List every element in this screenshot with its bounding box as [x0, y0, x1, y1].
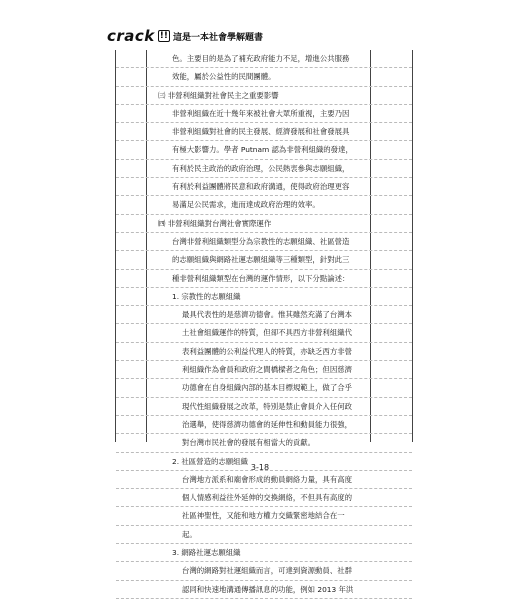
paragraph-line: 的志願組織與網路社運志願組織等三種類型，針對此三: [172, 255, 350, 265]
paragraph-line: 種非營利組織類型在台灣的運作情形，以下分點論述：: [172, 273, 350, 283]
text-line: [116, 379, 412, 397]
text-line: [116, 50, 412, 68]
text-line: [116, 160, 412, 178]
text-line: [116, 581, 412, 599]
text-line: [116, 123, 412, 141]
paragraph-line: 治選舉，使得慈濟功德會的延伸性和動員能力很強，: [182, 419, 352, 429]
paragraph-line: 台灣的網路對社運組織而言，可達到資源動員、社群: [182, 566, 352, 576]
text-line: [116, 416, 412, 434]
text-line: [116, 489, 412, 507]
text-line: [116, 87, 412, 105]
crack-logo: crack: [107, 27, 155, 45]
book-tagline: 這是一本社會學解題書: [173, 32, 264, 43]
paragraph-line: 起。: [182, 529, 197, 539]
paragraph-line: 台灣非營利組織類型分為宗教性的志願組織、社區營造: [172, 236, 350, 246]
paragraph-line: 效能，屬於公益性的民間團體。: [172, 72, 276, 82]
paragraph-line: 有極大影響力。學者 Putnam 認為非營利組織的發達，: [172, 145, 353, 155]
book-header: [107, 26, 263, 46]
text-line: [116, 434, 412, 452]
page-number: 3-18: [250, 463, 270, 472]
paragraph-line: 色。主要目的是為了補充政府能力不足，增進公共服務: [172, 54, 350, 63]
subsection-heading: 2. 社區營造的志願組織: [172, 456, 248, 466]
text-line: [116, 398, 412, 416]
paragraph-line: 現代性組織發展之改革，特別是禁止會員介入任何政: [182, 401, 352, 411]
text-line: [116, 68, 412, 86]
paragraph-line: 易滿足公民需求，進而達成政府治理的效率。: [172, 200, 320, 210]
double-exclamation-badge: !!: [159, 31, 168, 41]
paragraph-line: 表利益團體的公利益代理人的特質，亦缺乏西方非營: [182, 346, 352, 356]
text-line: [116, 233, 412, 251]
text-line: [116, 324, 412, 342]
text-line: [116, 270, 412, 288]
paragraph-line: 土社會組織運作的特質，但卻不具西方非營利組織代: [182, 328, 352, 338]
text-line: [116, 215, 412, 233]
text-line: [116, 562, 412, 580]
text-line: [116, 361, 412, 379]
text-line: [116, 306, 412, 324]
section-heading: ㈢ 非營利組織對社會民主之重要影響: [158, 90, 279, 100]
paragraph-line: 有利於民主政治的政府治理，公民熱衷參與志願組織，: [172, 163, 350, 173]
paragraph-line: 認同和快速地溝通傳播訊息的功能，例如 2013 年洪: [182, 584, 354, 594]
text-line: [116, 105, 412, 123]
section-heading: ㈣ 非營利組織對台灣社會實際運作: [158, 218, 272, 228]
paragraph-line: 非營利組織在近十幾年來被社會大眾所重視，主要乃因: [172, 108, 350, 118]
text-line: [116, 507, 412, 525]
paragraph-line: 有利於利益團體將民意和政府溝通，使得政府治理更容: [172, 182, 350, 192]
text-line: [116, 471, 412, 489]
paragraph-line: 對台灣市民社會的發展有相當大的貢獻。: [182, 438, 316, 448]
subsection-heading: 3. 網路社運志願組織: [172, 548, 241, 558]
text-line: [116, 196, 412, 214]
paragraph-line: 台灣地方派系和廟會形成的動員網絡力量，具有高度: [182, 474, 352, 484]
text-line: [116, 526, 412, 544]
text-line: [116, 141, 412, 159]
subsection-heading: 1. 宗教性的志願組織: [172, 291, 241, 301]
paragraph-line: 功德會在自身組織內部的基本目標規範上，做了合乎: [182, 383, 352, 393]
paragraph-line: 社區神聖性，又能和地方權力交織緊密地結合在一: [182, 511, 345, 521]
paragraph-line: 利組織作為會員和政府之間橋樑者之角色；但因慈濟: [182, 365, 352, 375]
text-line: [116, 544, 412, 562]
text-line: [116, 251, 412, 269]
text-line: [116, 343, 412, 361]
text-line: [116, 288, 412, 306]
paragraph-line: 最具代表性的是慈濟功德會。惟其雖然充滿了台灣本: [182, 310, 352, 320]
text-line: [116, 178, 412, 196]
paragraph-line: 非營利組織對社會的民主發展、經濟發展和社會發展具: [172, 127, 350, 137]
text-lines: [116, 50, 412, 599]
paragraph-line: 個人情感利益往外延伸的交換網絡，不但具有高度的: [182, 493, 352, 503]
